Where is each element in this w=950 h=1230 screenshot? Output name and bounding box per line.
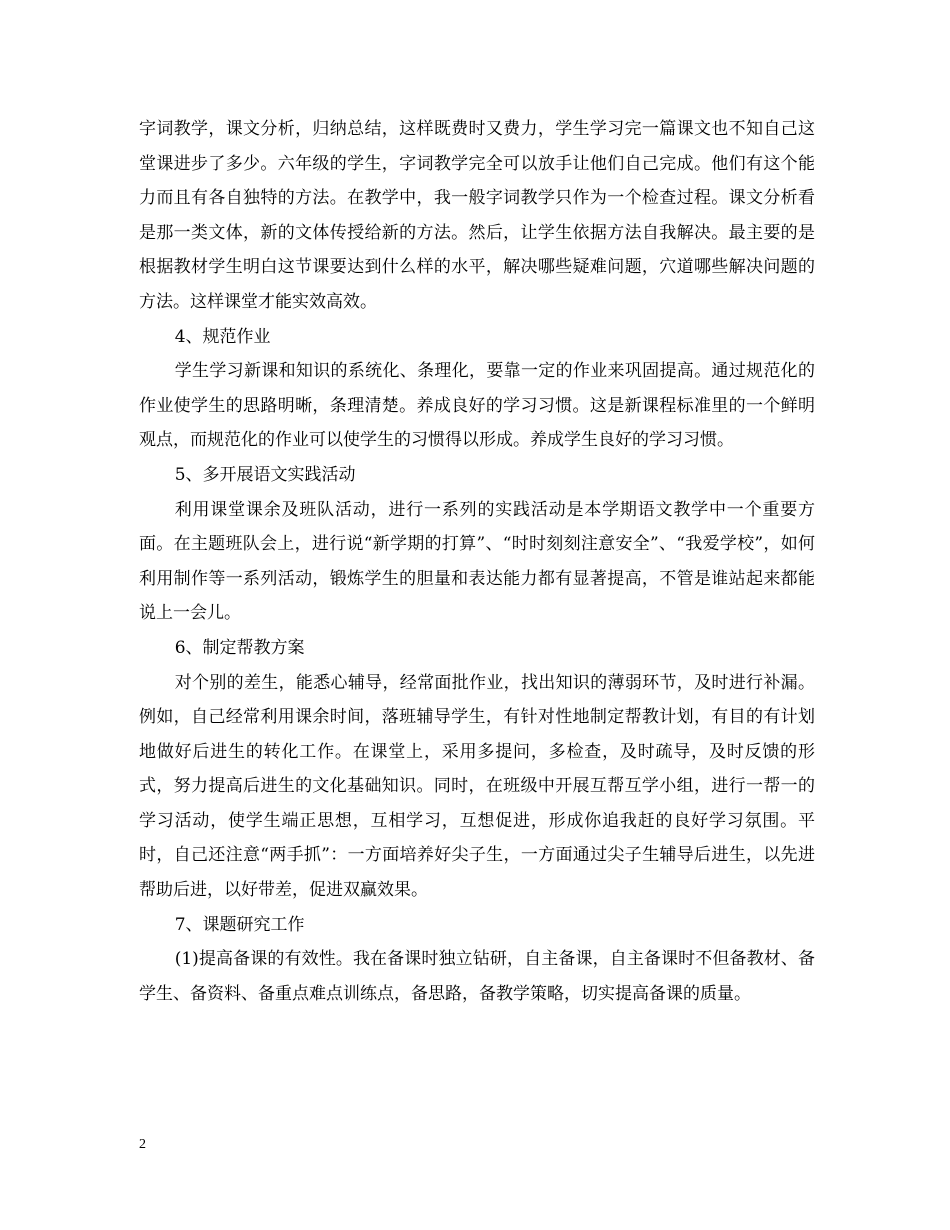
paragraph-homework: 学生学习新课和知识的系统化、条理化，要靠一定的作业来巩固提高。通过规范化的作业使学生的思路明晰，条理清楚。养成良好的学习习惯。这是新课程标准里的一个鲜明观点，而规范化的作业可以使学生的习惯得以形成。养成学生良好的学习习惯。 — [139, 361, 815, 451]
body-text — [139, 112, 815, 1011]
heading-standardize-homework: 4、规范作业 — [174, 326, 271, 347]
paragraph-lesson-preparation: (1)提高备课的有效性。我在备课时独立钻研，自主备课，自主备课时不但备教材、备学生、备资料、备重点难点训练点，备思路，备教学策略，切实提高备课的质量。 — [139, 949, 815, 1004]
heading-tutoring-plan: 6、制定帮教方案 — [174, 637, 305, 658]
paragraph-practice-activities: 利用课堂课余及班队活动，进行一系列的实践活动是本学期语文教学中一个重要方面。在主题班队会上，进行说“新学期的打算”、“时时刻刻注意安全”、“我爱学校”，如何利用制作等一系列活动，锻炼学生的胆量和表达能力都有显著提高，不管是谁站起来都能说上一会儿。 — [139, 499, 815, 624]
paragraph-continuation: 字词教学，课文分析，归纳总结，这样既费时又费力，学生学习完一篇课文也不知自己这堂课进步了多少。六年级的学生，字词教学完全可以放手让他们自己完成。他们有这个能力而且有各自独特的方法。在教学中，我一般字词教学只作为一个检查过程。课文分析看是那一类文体，新的文体传授给新的方法。然后，让学生依据方法自我解决。最主要的是根据教材学生明白这节课要达到什么样的水平，解决哪些疑难问题，穴道哪些解决问题的方法。这样课堂才能实效高效。 — [139, 119, 815, 312]
heading-research-work: 7、课题研究工作 — [174, 914, 305, 935]
page-number: 2 — [139, 1137, 146, 1152]
heading-practice-activities: 5、多开展语文实践活动 — [174, 464, 356, 485]
paragraph-tutoring-plan: 对个别的差生，能悉心辅导，经常面批作业，找出知识的薄弱环节，及时进行补漏。例如，自己经常利用课余时间，落班辅导学生，有针对性地制定帮教计划，有目的有计划地做好后进生的转化工作。在课堂上，采用多提问，多检查，及时疏导，及时反馈的形式，努力提高后进生的文化基础知识。同时，在班级中开展互帮互学小组，进行一帮一的学习活动，使学生端正思想，互相学习，互想促进，形成你追我赶的良好学习氛围。平时，自己还注意“两手抓”：一方面培养好尖子生，一方面通过尖子生辅导后进生，以先进帮助后进，以好带差，促进双赢效果。 — [139, 672, 815, 901]
